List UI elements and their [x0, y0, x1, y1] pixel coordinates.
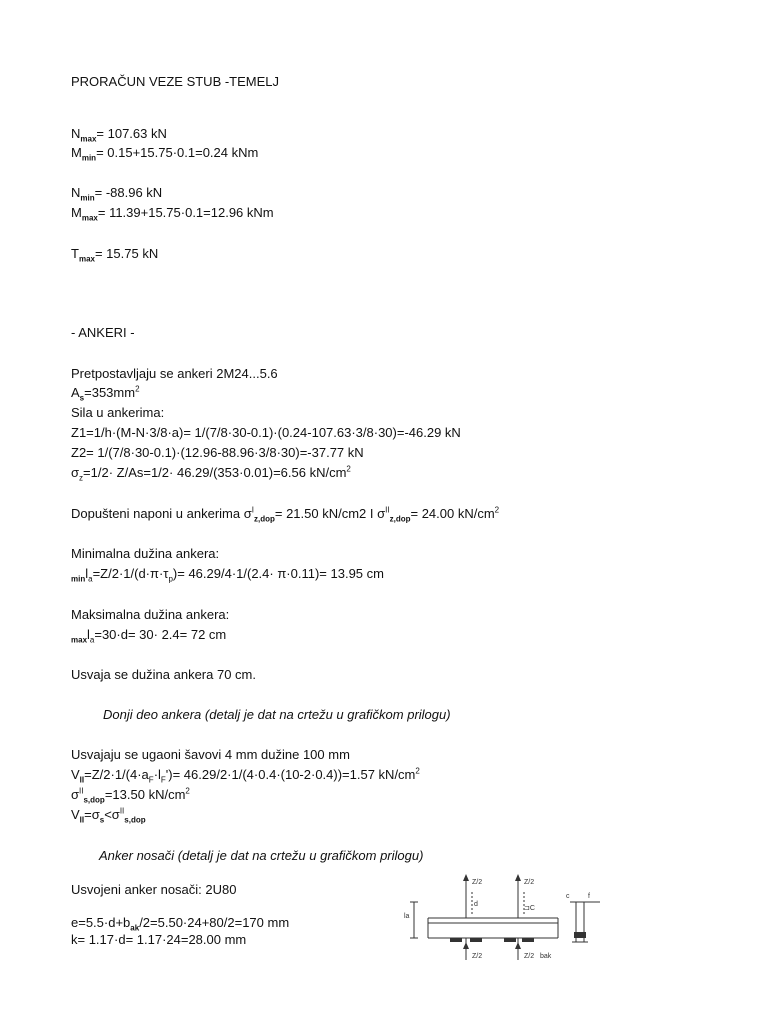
e-end: /2=5.50·24+80/2=170 mm — [139, 915, 290, 930]
m-min-value: = 0.15+15.75·0.1=0.24 kNm — [96, 145, 259, 160]
nosac-heading: Anker nosači (detalj je dat na crtežu u grafičkom prilogu) — [99, 848, 424, 863]
as-value: =353mm — [84, 385, 136, 400]
max-l: l — [87, 627, 90, 642]
as-subscript: s — [79, 393, 85, 403]
sigma-z-formula — [71, 465, 351, 481]
as-superscript: 2 — [135, 384, 140, 394]
min-a: a — [88, 574, 93, 584]
s-sup: II — [79, 786, 84, 796]
t-max-subscript: max — [78, 254, 95, 264]
c-symbol: V — [71, 807, 80, 822]
sigma-superscript: 2 — [346, 464, 351, 474]
n-max-line — [71, 126, 167, 142]
allowed-stress-sub2: z,dop — [389, 514, 411, 524]
n-min-subscript: min — [80, 193, 95, 203]
anchor-detail-svg — [400, 872, 610, 964]
max-a: a — [89, 635, 95, 645]
c-sub: II — [79, 815, 85, 825]
s-symbol: σ — [71, 787, 80, 802]
c-text: =σ — [84, 807, 100, 822]
allowed-stress-mid: = 21.50 kN/cm2 I σ — [274, 506, 386, 521]
c-lt: <σ — [104, 807, 120, 822]
z1-formula: Z1=1/h·(M-N·3/8·a)= 1/(7/8·30-0.1)·(0.24-107.63·3/8·30)=-46.29 kN — [71, 425, 461, 440]
nosac-adopted: Usvojeni anker nosači: 2U80 — [71, 882, 237, 897]
v-sup: 2 — [415, 766, 420, 776]
m-max-subscript: max — [81, 213, 98, 223]
as-symbol: A — [71, 385, 80, 400]
n-min-symbol: N — [71, 185, 81, 200]
max-prefix: max — [71, 635, 88, 645]
figure-c-label: c — [566, 893, 570, 900]
min-result: )= 46.29/4·1/(2.4· π·0.11)= 13.95 cm — [172, 566, 384, 581]
figure-z-bottom-right: Z/2 — [524, 953, 535, 960]
max-length-title: Maksimalna dužina ankera: — [71, 607, 230, 622]
m-min-subscript: min — [81, 153, 97, 163]
t-max-symbol: T — [71, 246, 79, 261]
as-line — [71, 385, 140, 401]
e-sub: ak — [130, 923, 140, 933]
ankeri-heading: - ANKERI - — [71, 325, 135, 340]
allowed-stress-line — [71, 506, 499, 522]
c-sub3: s,dop — [124, 815, 146, 825]
n-max-value: = 107.63 kN — [96, 126, 167, 141]
v-formula — [71, 767, 420, 783]
allowed-stress-end-sup: 2 — [494, 505, 500, 515]
e-formula — [71, 915, 289, 931]
m-min-line — [71, 145, 258, 161]
v-sub3: F — [160, 775, 166, 785]
sigma-value: =1/2· Z/As=1/2· 46.29/(353·0.01)=6.56 kN/cm — [83, 465, 347, 480]
allowed-stress-text: Dopušteni naponi u ankerima σ — [71, 506, 252, 521]
n-max-symbol: N — [71, 126, 81, 141]
donji-heading: Donji deo ankera (detalj je dat na crtežu u grafičkom prilogu) — [103, 707, 451, 722]
sigma-subscript: z — [79, 473, 84, 483]
n-min-value: = -88.96 kN — [94, 185, 163, 200]
n-min-line — [71, 185, 162, 201]
k-formula: k= 1.17·d= 1.17·24=28.00 mm — [71, 932, 247, 947]
page-title: PRORAČUN VEZE STUB -TEMELJ — [71, 74, 280, 89]
min-length-formula — [71, 566, 384, 582]
figure-z-bottom-left: Z/2 — [472, 953, 483, 960]
v-mid: ·l — [153, 767, 161, 782]
c-sub2: s — [99, 815, 105, 825]
min-prefix: min — [71, 574, 86, 584]
adopted-length: Usvaja se dužina ankera 70 cm. — [71, 667, 256, 682]
figure-la-label: la — [404, 913, 410, 920]
m-max-symbol: M — [71, 205, 82, 220]
e-text: e=5.5·d+b — [71, 915, 131, 930]
assumption-text: Pretpostavljaju se ankeri 2M24...5.6 — [71, 366, 278, 381]
z2-formula: Z2= 1/(7/8·30-0.1)·(12.96-88.96·3/8·30)=-37.77 kN — [71, 445, 364, 460]
t-max-value: = 15.75 kN — [94, 246, 159, 261]
v-end: ')= 46.29/2·1/(4·0.4·(10-2·0.4))=1.57 kN/cm — [165, 767, 416, 782]
figure-z-top-left: Z/2 — [472, 879, 483, 886]
allowed-stress-sup2: II — [385, 505, 390, 515]
v-sub2: F — [148, 775, 154, 785]
allowed-stress-sup1: I — [251, 505, 254, 515]
figure-bak-label: bak — [540, 953, 552, 960]
min-p: p — [168, 574, 173, 584]
figure-u-label: ⊐C — [524, 905, 535, 912]
sigma-symbol: σ — [71, 465, 80, 480]
m-min-symbol: M — [71, 145, 82, 160]
allowed-stress-sub1: z,dop — [253, 514, 275, 524]
min-l: l — [85, 566, 89, 581]
allowed-stress-end: = 24.00 kN/cm — [410, 506, 495, 521]
s-value: =13.50 kN/cm — [104, 787, 186, 802]
figure-z-top-right: Z/2 — [524, 879, 535, 886]
m-max-value: = 11.39+15.75·0.1=12.96 kNm — [97, 205, 274, 220]
max-length-formula — [71, 627, 226, 643]
anchor-detail-drawing — [400, 872, 610, 964]
max-text: =30·d= 30· 2.4= 72 cm — [94, 627, 227, 642]
t-max-line — [71, 246, 158, 262]
min-length-title: Minimalna dužina ankera: — [71, 546, 220, 561]
sila-label: Sila u ankerima: — [71, 405, 165, 420]
figure-d-label: d — [474, 901, 478, 908]
c-sup: II — [119, 806, 125, 816]
s-sup2: 2 — [185, 786, 190, 796]
weld-adopt: Usvajaju se ugaoni šavovi 4 mm dužine 100 mm — [71, 747, 350, 762]
check-line — [71, 807, 146, 823]
sigma-dop-line — [71, 787, 190, 803]
m-max-line — [71, 205, 274, 221]
v-text: =Z/2·1/(4·a — [84, 767, 149, 782]
v-symbol: V — [71, 767, 80, 782]
figure-f-label: f — [588, 893, 590, 900]
min-text: =Z/2·1/(d·π·τ — [92, 566, 169, 581]
v-subscript: II — [79, 775, 85, 785]
s-sub: s,dop — [83, 795, 105, 805]
n-max-subscript: max — [80, 134, 97, 144]
